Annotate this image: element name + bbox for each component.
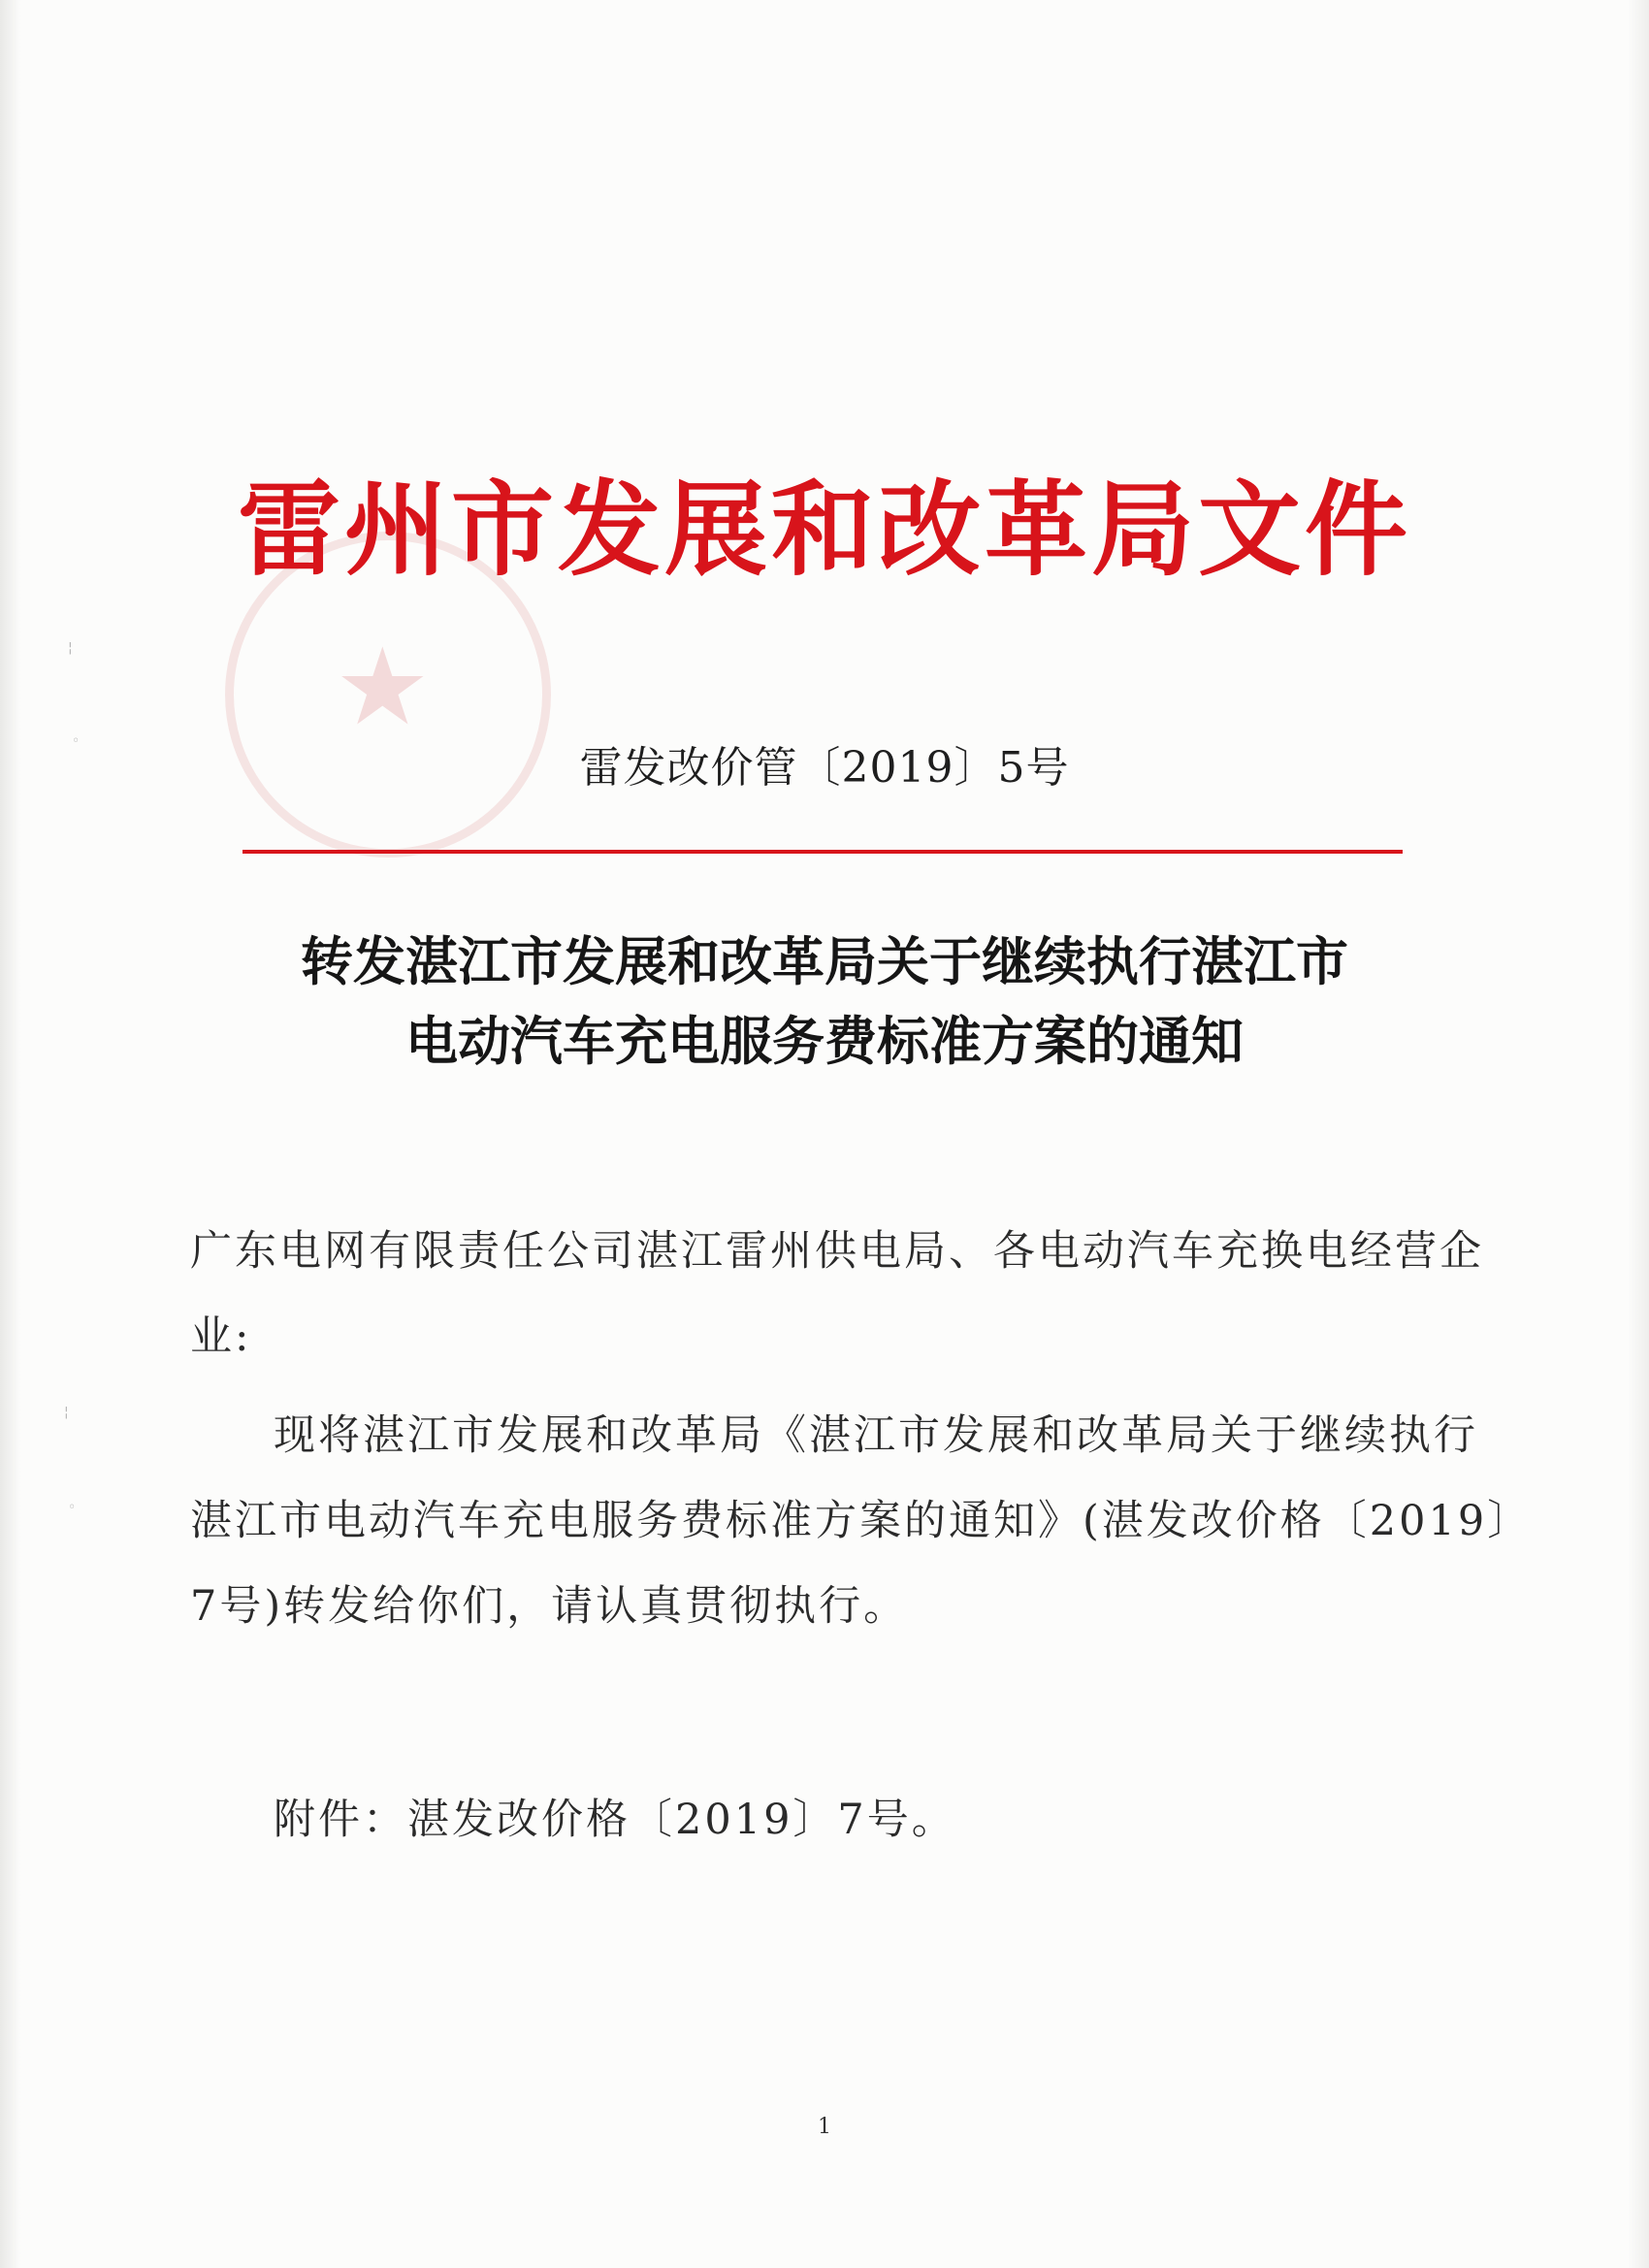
binding-mark: ¦ xyxy=(68,640,73,656)
scan-edge-right xyxy=(1628,0,1649,2268)
recipient-line-1: 广东电网有限责任公司湛江雷州供电局、各电动汽车充换电经营企 xyxy=(190,1227,1484,1276)
notice-title-line-1: 转发湛江市发展和改革局关于继续执行湛江市 xyxy=(301,931,1348,992)
recipient-line-2: 业: xyxy=(190,1312,252,1361)
page-number: 1 xyxy=(818,2115,831,2139)
scan-edge-left xyxy=(0,0,21,2268)
binding-mark: ◦ xyxy=(68,1500,77,1515)
notice-title-line-2: 电动汽车充电服务费标准方案的通知 xyxy=(405,1011,1244,1072)
body-paragraph-line-2: 湛江市电动汽车充电服务费标准方案的通知》(湛发改价格〔2019〕 xyxy=(190,1497,1533,1545)
issuing-authority-header: 雷州市发展和改革局文件 xyxy=(238,469,1411,590)
body-paragraph-line-1: 现将湛江市发展和改革局《湛江市发展和改革局关于继续执行 xyxy=(274,1411,1478,1460)
document-number: 雷发改价管〔2019〕5号 xyxy=(579,743,1070,793)
seal-star-icon: ★ xyxy=(335,625,431,749)
body-paragraph-line-3: 7号)转发给你们，请认真贯彻执行。 xyxy=(190,1582,909,1631)
red-separator-rule xyxy=(242,850,1403,854)
binding-mark: ◦ xyxy=(72,733,81,749)
attachment-line: 附件：湛发改价格〔2019〕7号。 xyxy=(274,1796,956,1844)
binding-mark: ¦ xyxy=(64,1405,69,1420)
